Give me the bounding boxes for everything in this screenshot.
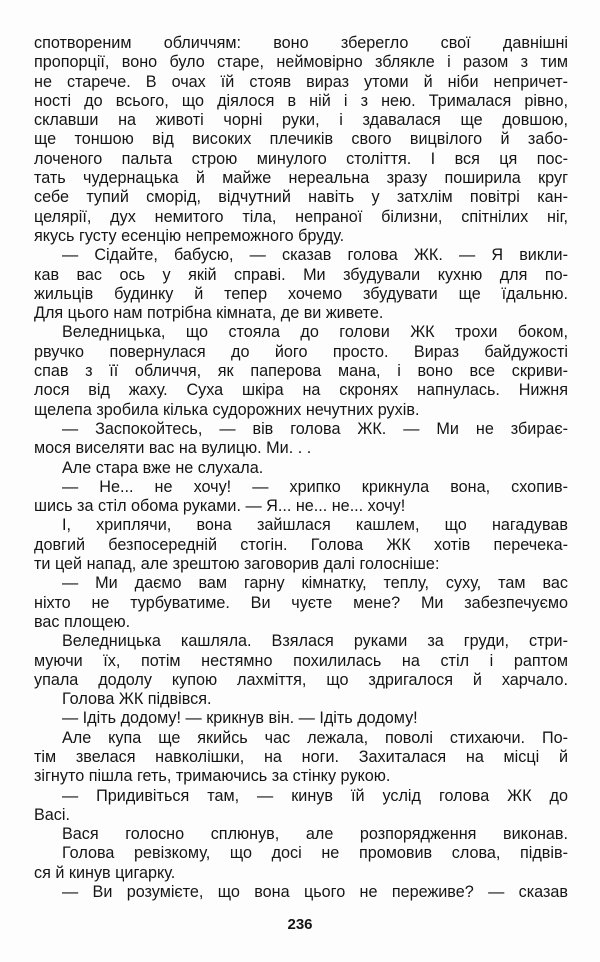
text-line: ся й кинув цигарку. — [34, 863, 176, 882]
text-line: муючи їх, потім нестямно похилилась на стіл і раптом — [34, 651, 568, 670]
text-line: — Ми даємо вам гарну кімнатку, теплу, суху, там вас — [62, 574, 568, 593]
text-line: щелепа зробила кілька судорожних нечутних рухів. — [34, 400, 420, 419]
text-line: шись за стіл обома руками. — Я... не... не... хочу! — [34, 497, 406, 516]
text-line: — Придивіться там, — кинув їй услід голова ЖК до — [62, 786, 568, 805]
text-line: мося виселяти вас на вулицю. Ми. . . — [34, 439, 312, 458]
text-line: кав вас ось у якій справі. Ми збудували кухню для по- — [34, 265, 568, 284]
text-line: Веледницька кашляла. Взялася руками за груди, стри- — [62, 632, 568, 651]
text-line: — Не... не хочу! — хрипко крикнула вона, схопив- — [62, 477, 568, 496]
text-line: ти цей напад, але зрештою заговорив далі голосніше: — [34, 555, 440, 574]
text-line: — Ви розумієте, що вона цього не переживе? — сказав — [62, 883, 568, 902]
text-line: целярії, дух немитого тіла, непраної білизни, спітнілих ніг, — [34, 207, 568, 226]
text-line: не старече. В очах їй стояв вираз утоми й ніби непричет- — [34, 72, 568, 91]
text-line: Васі. — [34, 805, 70, 824]
text-line: ще тоншою від високих плечиків свого вицвілого й забо- — [34, 130, 568, 149]
text-line: Але стара вже не слухала. — [62, 458, 264, 477]
text-line: тать чудернацька й майже нереальна зразу поширила круг — [34, 169, 568, 188]
text-line: лося від жаху. Суха шкіра на скронях напнулась. Нижня — [34, 381, 568, 400]
text-line: склавши на животі чорні руки, і здавалася ще довшою, — [34, 111, 568, 130]
text-line: вас площею. — [34, 612, 131, 631]
text-line: упала додолу купою лахміття, що здригалося й харчало. — [34, 670, 568, 689]
text-line: спотвореним обличчям: воно зберегло свої давнішні — [34, 34, 568, 52]
text-line: зігнуто пішла геть, тримаючись за стінку рукою. — [34, 767, 391, 786]
text-line: Веледницька, що стояла до голови ЖК трохи боком, — [62, 323, 568, 342]
text-line: Вася голосно сплюнув, але розпорядження виконав. — [62, 825, 568, 844]
text-line: І, хриплячи, вона зайшлася кашлем, що нагадував — [62, 516, 568, 535]
text-line: Голова ЖК підвівся. — [62, 690, 212, 709]
text-line: — Сідайте, бабусю, — сказав голова ЖК. — Я викли- — [62, 246, 568, 265]
text-line: якусь густу есенцію непреможного бруду. — [34, 226, 345, 245]
text-line: — Заспокойтесь, — вів голова ЖК. — Ми не збирає- — [62, 419, 568, 438]
text-line: спав з її обличчя, як паперова мана, і воно все скриви- — [34, 362, 568, 381]
text-line: Але купа ще якийсь час лежала, поволі стихаючи. По- — [62, 728, 568, 747]
text-line: довгий безпосередній стогін. Голова ЖК хотів перечека- — [34, 535, 568, 554]
text-line: Для цього нам потрібна кімната, де ви живете. — [34, 304, 384, 323]
text-line: ніхто не турбуватиме. Ви чуєте мене? Ми забезпечуємо — [34, 593, 568, 612]
text-line: жильців будинку й тепер хочемо збудувати ще їдальню. — [34, 284, 568, 303]
text-line: себе тупий сморід, відчутний навіть у затхлім повітрі кан- — [34, 188, 568, 207]
text-line: ності до всього, що діялося в ній і з нею. Трималася рівно, — [34, 91, 568, 110]
text-line: пропорції, воно було старе, неймовірно зблякле і разом з тим — [34, 53, 568, 72]
text-line: лоченого пальта строю минулого століття. І вся ця пос- — [34, 149, 568, 168]
text-line: — Ідіть додому! — крикнув він. — Ідіть додому! — [62, 709, 418, 728]
body-text — [34, 34, 568, 902]
text-line: тім звелася навколішки, на ноги. Захиталася на місці й — [34, 747, 568, 766]
text-line: Голова ревізкому, що досі не промовив слова, підвів- — [62, 844, 568, 863]
text-line: рвучко повернулася до його просто. Вираз байдужості — [34, 342, 568, 361]
page-number: 236 — [287, 916, 313, 933]
